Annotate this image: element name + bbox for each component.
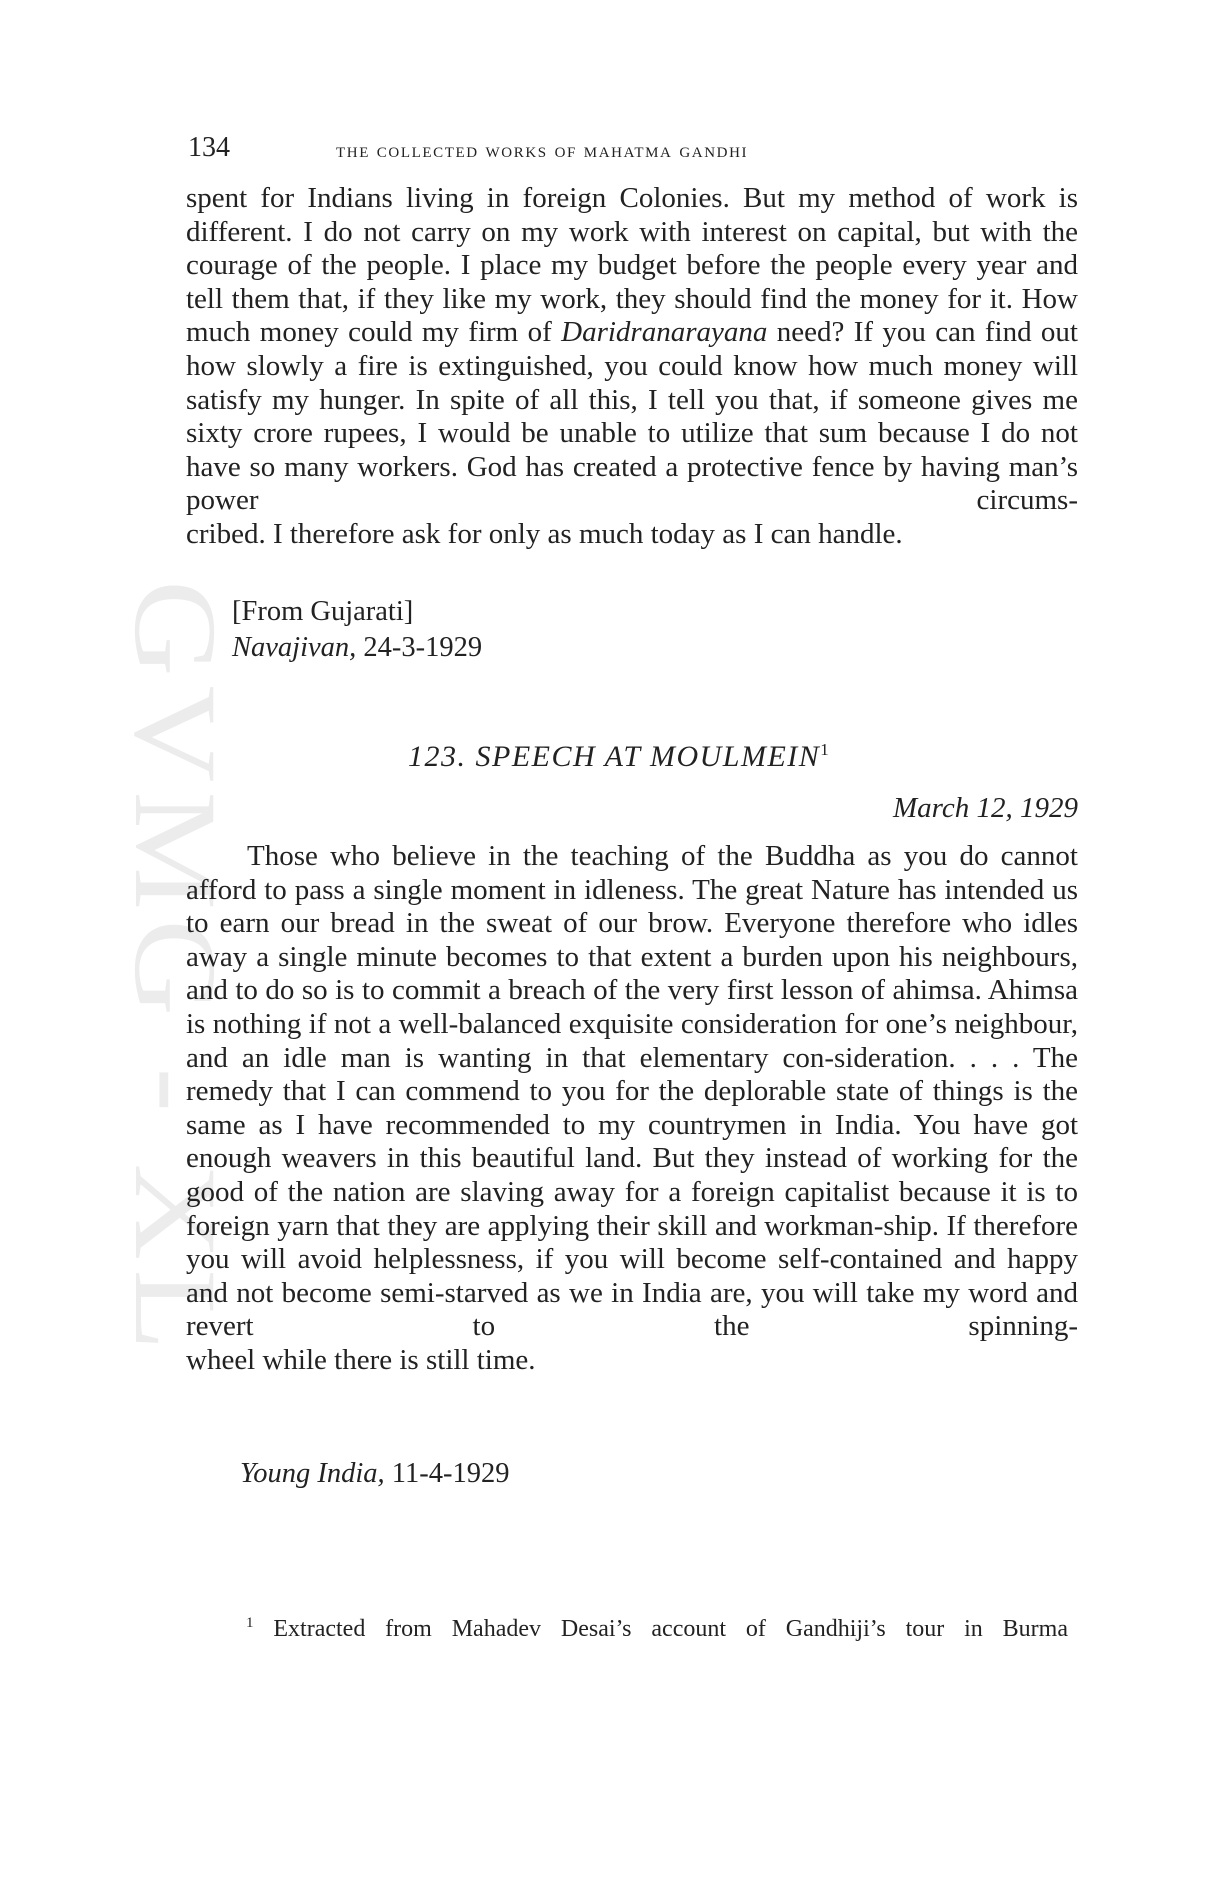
page-number: 134 bbox=[188, 132, 230, 163]
item-title bbox=[408, 740, 829, 774]
paragraph-text-cont: need? If you can find out how slowly a fire is extinguished, you could know how much money will satisfy my hunger. In spite of all this, I tell you that, if someone gives me sixty crore rupees, I would be unable to utilize that sum because I do not have so many workers. God has created a protective fence by having man’s power circums- bbox=[186, 316, 1078, 517]
item-source-citation bbox=[240, 1456, 509, 1492]
paragraph-text: spent for Indians living in foreign Colonies. But my method of work is different. I do not carry on my work with interest on capital, but with the courage of the people. I place my budget before the people every year and tell them that, if they like my work, they should find the money for it. How much money could my firm of bbox=[186, 182, 1078, 349]
speech-paragraph bbox=[186, 840, 1078, 1378]
footnote-text: Extracted from Mahadev Desai’s account of Gandhiji’s tour in Burma bbox=[253, 1616, 1068, 1642]
paragraph-text: Those who believe in the teaching of the Buddha as you do cannot afford to pass a single moment in idleness. The great Nature has intended us to earn our bread in the sweat of our brow. Everyone therefore who idles away a single minute becomes to that extent a burden upon his neighbours, and to do so is to commit a breach of the very first lesson of ahimsa. Ahimsa is nothing if not a well-balanced exquisite consideration for one’s neighbour, and an idle man is wanting in that elementary con-sideration. . . . The remedy that I can commend to you for the deplorable state of things is the same as I have recommended to my countrymen in India. You have got enough weavers in this beautiful land. But they instead of working for the good of the nation are slaving away for a foreign capitalist because it is to foreign yarn that they are applying their skill and workman-ship. If therefore you will avoid helplessness, if you will become self-contained and happy and not become semi-starved as we in India are, you will take my word and revert to the spinning- bbox=[186, 840, 1078, 1343]
footnote bbox=[246, 1608, 1068, 1644]
paragraph-last-line: wheel while there is still time. bbox=[186, 1343, 536, 1376]
source-date: 24-3-1929 bbox=[356, 632, 483, 663]
speech-paragraph-block bbox=[186, 840, 1078, 1378]
previous-item-paragraph-block bbox=[186, 182, 1078, 552]
source-language-note: [From Gujarati] bbox=[232, 596, 414, 627]
footnote-ref: 1 bbox=[820, 740, 829, 759]
item-title-text: 123. SPEECH AT MOULMEIN bbox=[408, 740, 821, 773]
source-publication: Navajivan, bbox=[232, 632, 357, 663]
paragraph-last-line: cribed. I therefore ask for only as much today as I can handle. bbox=[186, 517, 903, 550]
running-head: the collected works of mahatma gandhi bbox=[336, 138, 749, 162]
item-dateline: March 12, 1929 bbox=[893, 792, 1078, 824]
watermark-text: GVMG - XL bbox=[110, 580, 241, 1269]
footnote-marker: 1 bbox=[246, 1615, 254, 1631]
previous-item-paragraph bbox=[186, 182, 1078, 552]
source-date: 11-4-1929 bbox=[384, 1458, 510, 1489]
italic-term: Daridranarayana bbox=[561, 316, 768, 349]
source-citation bbox=[232, 630, 482, 666]
source-publication: Young India, bbox=[240, 1458, 385, 1489]
